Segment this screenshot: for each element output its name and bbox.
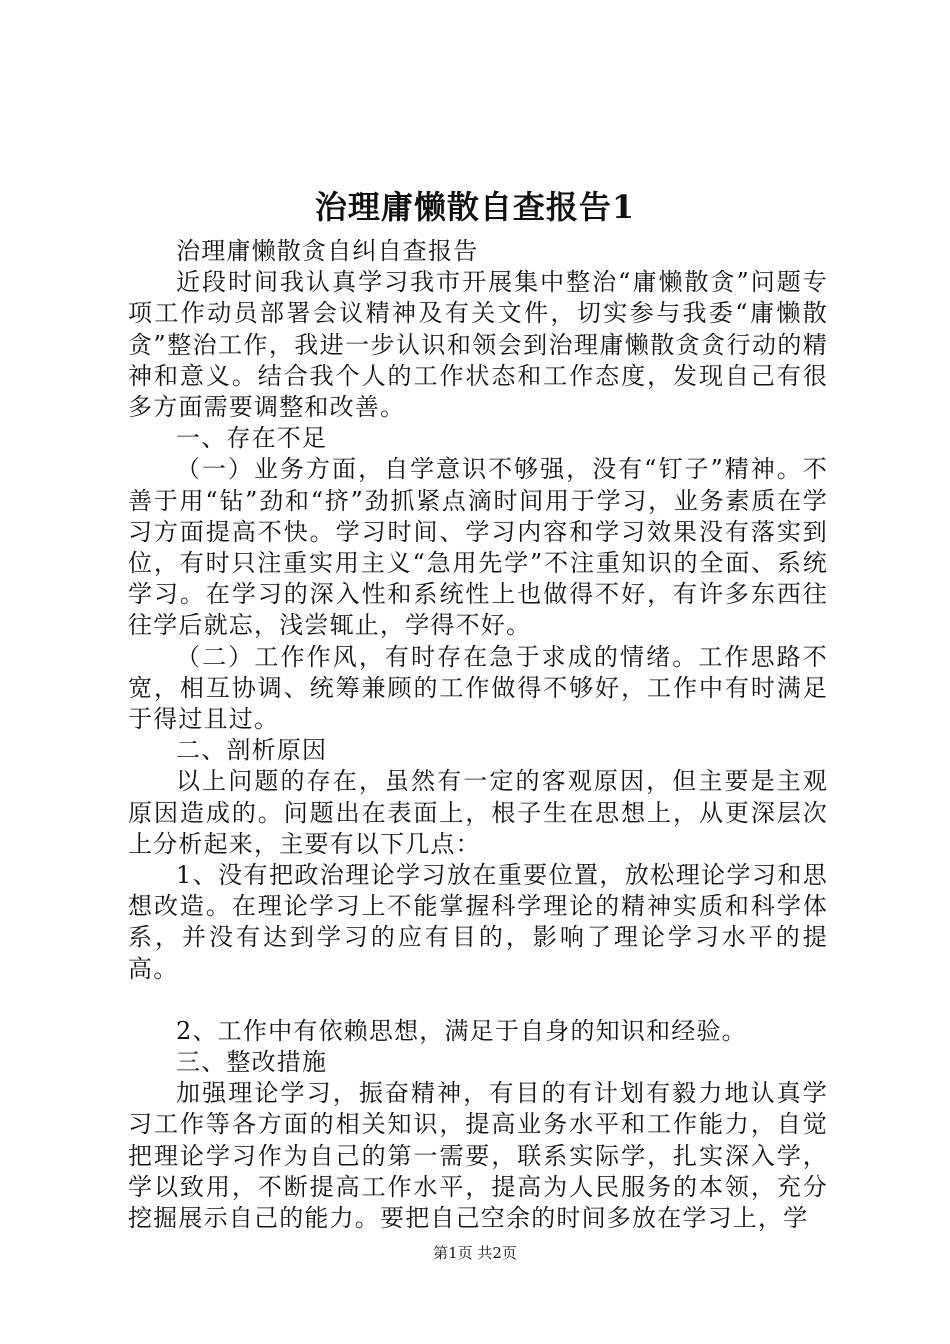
section-heading-shortcomings: 一、存在不足 <box>176 424 328 453</box>
shortcoming-style-paragraph: （二）工作作风，有时存在急于求成的情绪。工作思路不宽，相互协调、统筹兼顾的工作做得不够好，工作中有时满足于得过且过。 <box>128 642 828 734</box>
intro-paragraph: 近段时间我认真学习我市开展集中整治“庸懒散贪”问题专项工作动员部署会议精神及有关文件，切实参与我委“庸懒散贪”整治工作，我进一步认识和领会到治理庸懒散贪贪行动的精神和意义。结合我个人的工作状态和工作态度，发现自己有很多方面需要调整和改善。 <box>128 268 828 422</box>
document-body <box>128 236 828 1234</box>
subtitle-paragraph: 治理庸懒散贪自纠自查报告 <box>176 237 479 265</box>
page-footer: 第1页 共2页 <box>433 1244 517 1262</box>
shortcoming-business-paragraph: （一）业务方面，自学意识不够强，没有“钉子”精神。不善于用“钻”劲和“挤”劲抓紧点滴时间用于学习，业务素质在学习方面提高不快。学习时间、学习内容和学习效果没有落实到位，有时只注重实用主义“急用先学”不注重知识的全面、系统学习。在学习的深入性和系统性上也做得不好，有许多东西往往学后就忘，浅尝辄止，学得不好。 <box>128 455 828 640</box>
section-heading-measures: 三、整改措施 <box>176 1048 328 1077</box>
document-title: 治理庸懒散自查报告1 <box>314 188 636 226</box>
section-heading-analysis: 二、剖析原因 <box>176 736 328 765</box>
analysis-intro-paragraph: 以上问题的存在，虽然有一定的客观原因，但主要是主观原因造成的。问题出在表面上，根子生在思想上，从更深层次上分析起来，主要有以下几点： <box>128 767 828 858</box>
analysis-point-1: 1、没有把政治理论学习放在重要位置，放松理论学习和思想改造。在理论学习上不能掌握科学理论的精神实质和科学体系，并没有达到学习的应有目的，影响了理论学习水平的提高。 <box>128 861 828 983</box>
analysis-point-2: 2、工作中有依赖思想，满足于自身的知识和经验。 <box>176 1016 747 1045</box>
measures-paragraph: 加强理论学习，振奋精神，有目的有计划有毅力地认真学习工作等各方面的相关知识，提高业务水平和工作能力，自觉把理论学习作为自己的第一需要，联系实际学，扎实深入学，学以致用，不断提高工作水平，提高为人民服务的本领，充分挖掘展示自己的能力。要把自己空余的时间多放在学习上，学 <box>128 1079 828 1233</box>
